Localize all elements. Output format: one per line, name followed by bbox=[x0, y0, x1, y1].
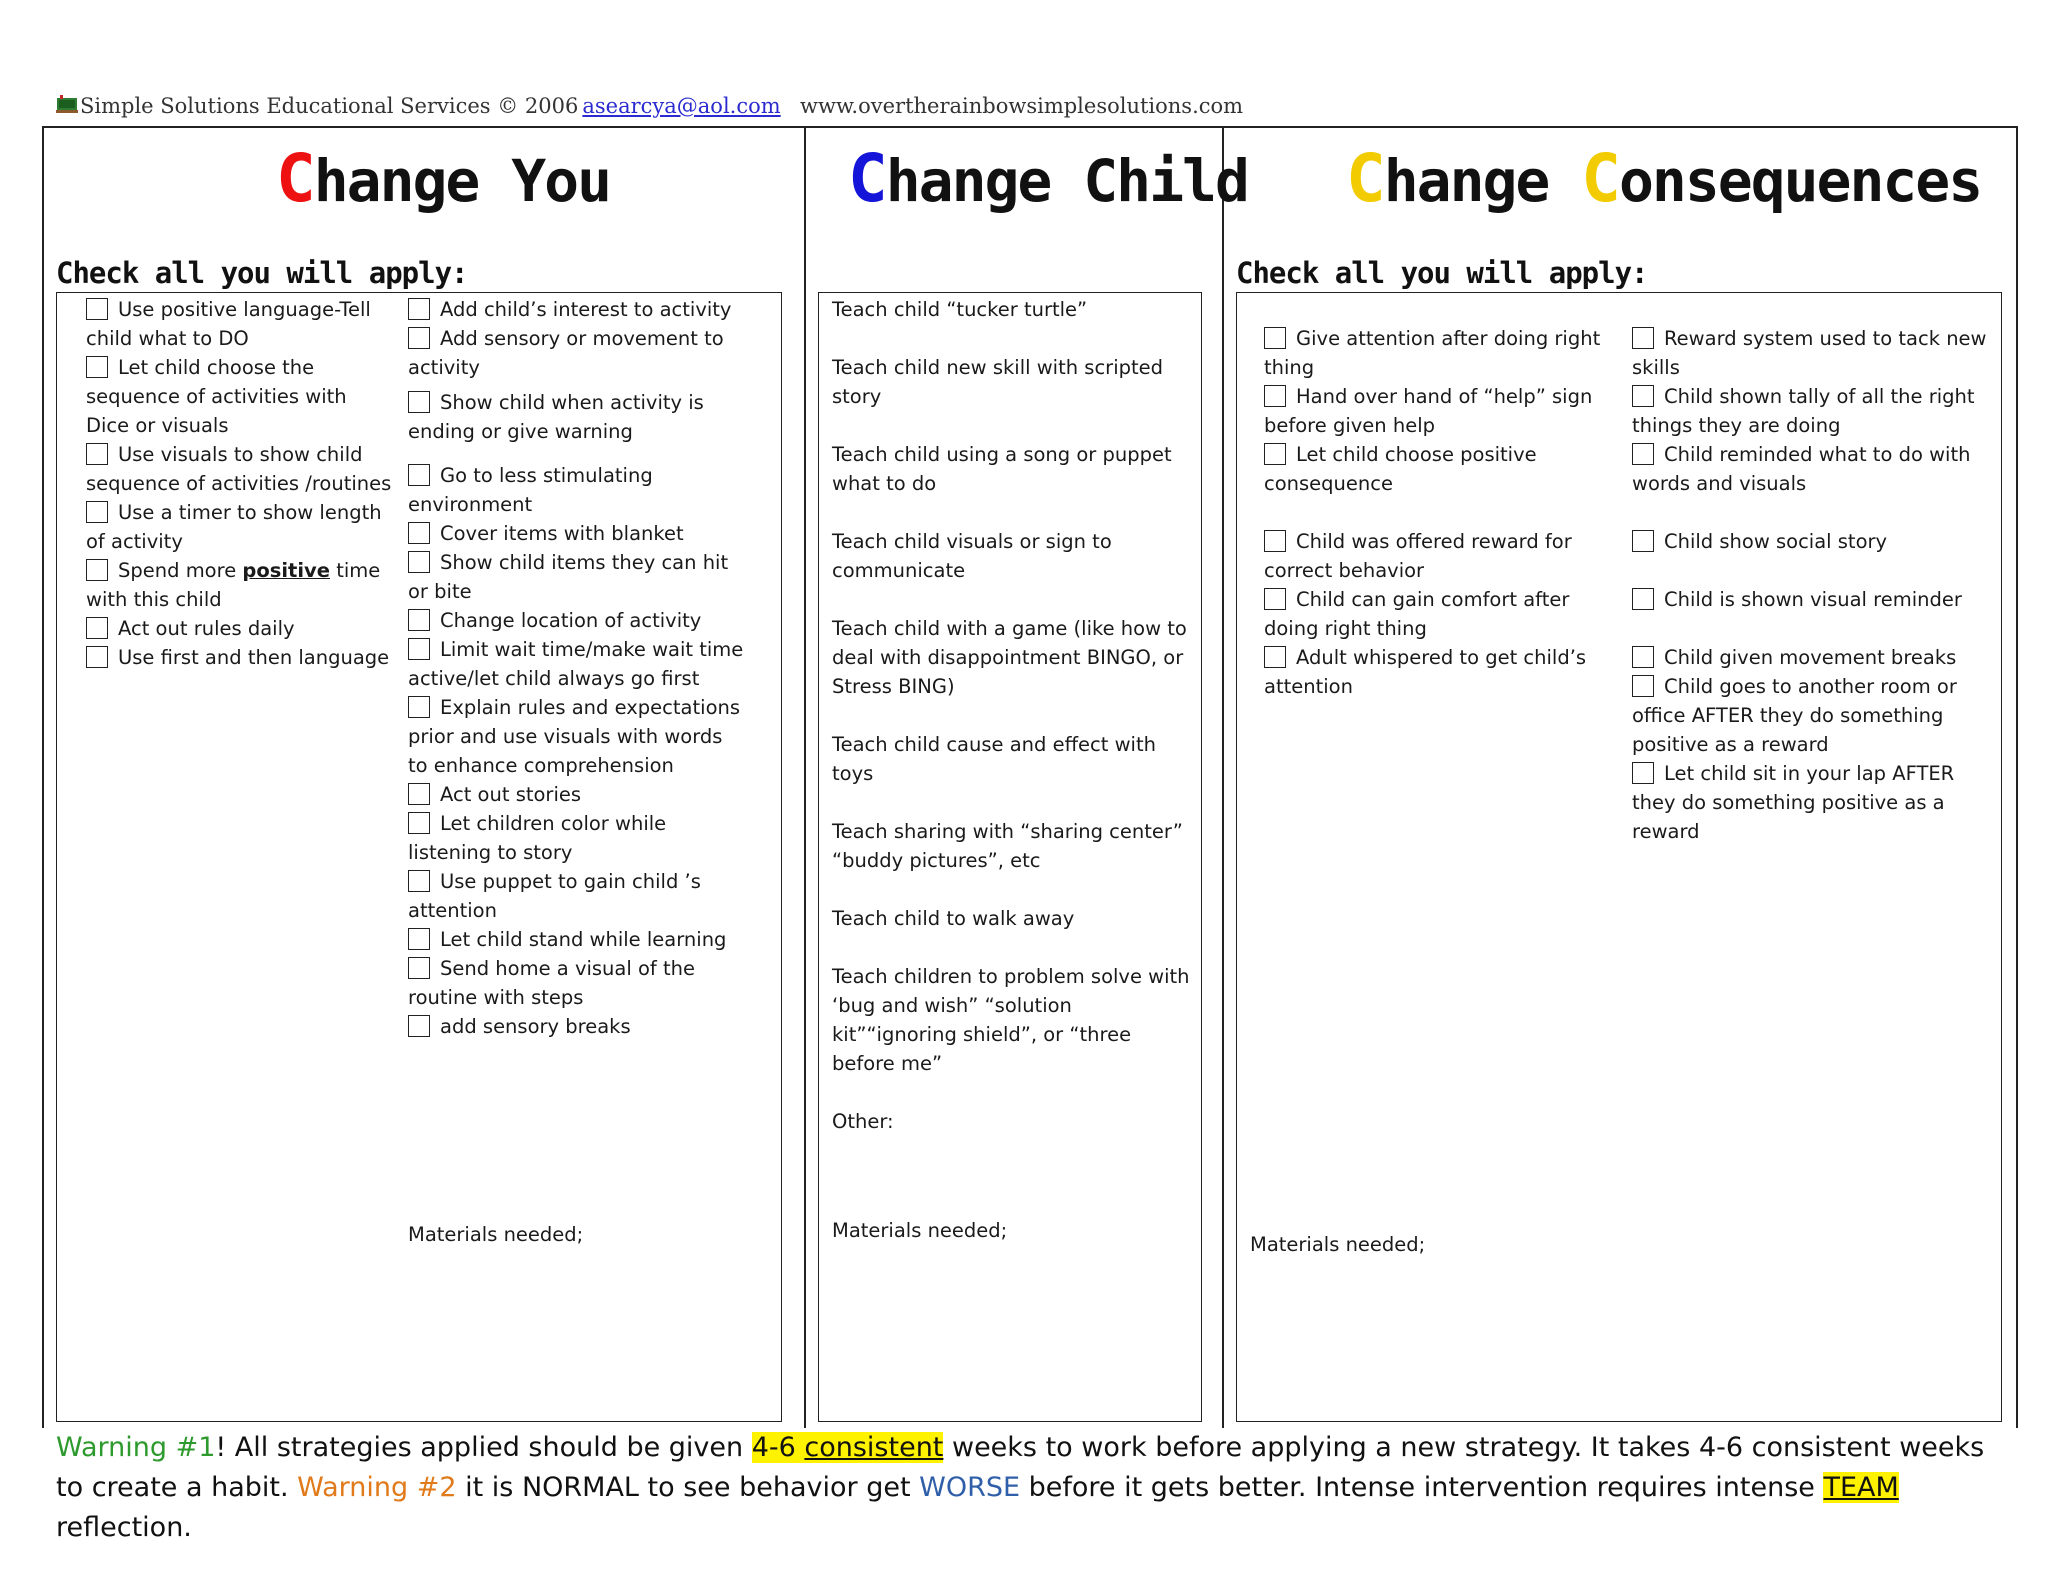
consequences-right-list bbox=[1632, 324, 1992, 846]
checklist-item: Show child items they can hit or bite bbox=[408, 551, 729, 603]
checklist-item: Child was offered reward for correct behavior bbox=[1264, 530, 1572, 582]
checklist-item: Explain rules and expectations prior and use visuals with words to enhance comprehension bbox=[408, 696, 741, 777]
checkbox[interactable] bbox=[408, 327, 430, 349]
checkbox[interactable] bbox=[86, 356, 108, 378]
copyright: © 2006 bbox=[497, 94, 579, 118]
school-logo-icon bbox=[56, 95, 78, 115]
checklist-item: Child show social story bbox=[1632, 527, 1992, 556]
warning-footer: Warning #1! All strategies applied should be given 4-6 consistent weeks to work before applying a new strategy. It takes 4-6 consistent weeks to create a habit. Warning #2 it is NORMAL to see behavior get WORSE before it gets better. Intense intervention requires intense TEAM reflection. bbox=[56, 1432, 1985, 1543]
title-change-consequences: Change Consequences bbox=[1346, 140, 1982, 217]
header bbox=[56, 94, 2016, 126]
checkbox[interactable] bbox=[1632, 588, 1654, 610]
consequences-left-list bbox=[1264, 324, 1604, 701]
worse-word: WORSE bbox=[919, 1472, 1021, 1503]
materials-needed-label: Materials needed; bbox=[408, 1223, 584, 1246]
teach-item: Teach child with a game (like how to deal with disappointment BINGO, or Stress BING) bbox=[832, 617, 1187, 698]
teach-item: Teach child to walk away bbox=[832, 907, 1075, 930]
checklist-item: Reward system used to tack new skills bbox=[1632, 327, 1987, 379]
checklist-item: Child shown tally of all the right things they are doing bbox=[1632, 385, 1975, 437]
checklist-item: Let child choose positive consequence bbox=[1264, 443, 1537, 495]
checkbox[interactable] bbox=[408, 957, 430, 979]
checklist-item: Adult whispered to get child’s attention bbox=[1264, 646, 1587, 698]
checklist-item: Act out stories bbox=[408, 780, 748, 809]
checklist-item: Go to less stimulating environment bbox=[408, 464, 653, 516]
teach-item: Teach children to problem solve with ‘bug and wish” “solution kit”“ignoring shield”, or “three before me” bbox=[832, 965, 1190, 1075]
title-change-you: Change You bbox=[276, 140, 611, 217]
email-link[interactable]: asearcya@aol.com bbox=[582, 94, 781, 118]
checkbox[interactable] bbox=[408, 298, 430, 320]
checklist-item: Change location of activity bbox=[408, 606, 748, 635]
teach-item: Teach child visuals or sign to communicate bbox=[832, 530, 1112, 582]
checklist-item: Use first and then language bbox=[86, 643, 392, 672]
checkbox[interactable] bbox=[1264, 385, 1286, 407]
check-all-heading: Check all you will apply: bbox=[1236, 256, 1648, 290]
materials-needed-label: Materials needed; bbox=[832, 1219, 1008, 1242]
highlight-4-6: 4-6 bbox=[751, 1432, 805, 1463]
checkbox[interactable] bbox=[1264, 588, 1286, 610]
checklist-item: Use a timer to show length of activity bbox=[86, 501, 382, 553]
checkbox[interactable] bbox=[408, 783, 430, 805]
checkbox[interactable] bbox=[1632, 646, 1654, 668]
checkbox[interactable] bbox=[408, 391, 430, 413]
checkbox[interactable] bbox=[408, 638, 430, 660]
checklist-item: Add sensory or movement to activity bbox=[408, 327, 724, 379]
checkbox[interactable] bbox=[86, 501, 108, 523]
checklist-item: Add child’s interest to activity bbox=[408, 295, 748, 324]
checklist-item: Child reminded what to do with words and visuals bbox=[1632, 443, 1971, 495]
checklist-item: Let child choose the sequence of activities with Dice or visuals bbox=[86, 356, 347, 437]
checkbox[interactable] bbox=[1264, 530, 1286, 552]
checklist-item: Cover items with blanket bbox=[408, 519, 748, 548]
change-you-right-list bbox=[408, 295, 748, 1041]
checklist-item: add sensory breaks bbox=[408, 1012, 748, 1041]
checklist-item: Let child sit in your lap AFTER they do something positive as a reward bbox=[1632, 762, 1955, 843]
check-all-heading: Check all you will apply: bbox=[56, 256, 468, 290]
checklist-item: Limit wait time/make wait time active/let child always go first bbox=[408, 638, 744, 690]
checklist-item: Use puppet to gain child ’s attention bbox=[408, 870, 701, 922]
teach-item: Teach sharing with “sharing center” “buddy pictures”, etc bbox=[832, 820, 1183, 872]
title-change-child: Change Child bbox=[848, 140, 1248, 217]
checkbox[interactable] bbox=[1632, 762, 1654, 784]
teach-item: Teach child using a song or puppet what to do bbox=[832, 443, 1172, 495]
website-url: www.overtherainbowsimplesolutions.com bbox=[800, 94, 1244, 118]
org-name: Simple Solutions Educational Services bbox=[80, 94, 491, 118]
checkbox[interactable] bbox=[86, 559, 108, 581]
checkbox[interactable] bbox=[1632, 530, 1654, 552]
checklist-item: Let child stand while learning bbox=[408, 925, 748, 954]
change-you-left-list bbox=[86, 295, 392, 672]
checkbox[interactable] bbox=[86, 298, 108, 320]
checkbox[interactable] bbox=[408, 870, 430, 892]
checkbox[interactable] bbox=[408, 464, 430, 486]
highlight-consistent: consistent bbox=[804, 1432, 944, 1463]
checkbox[interactable] bbox=[408, 1015, 430, 1037]
checkbox[interactable] bbox=[408, 522, 430, 544]
checkbox[interactable] bbox=[408, 609, 430, 631]
checkbox[interactable] bbox=[1264, 327, 1286, 349]
checkbox[interactable] bbox=[86, 443, 108, 465]
other-label: Other: bbox=[832, 1110, 894, 1133]
checkbox[interactable] bbox=[1632, 385, 1654, 407]
checkbox[interactable] bbox=[86, 646, 108, 668]
checklist-item: Child can gain comfort after doing right thing bbox=[1264, 588, 1570, 640]
checklist-item: Child is shown visual reminder bbox=[1632, 585, 1992, 614]
checkbox[interactable] bbox=[1264, 646, 1286, 668]
checklist-item: Use visuals to show child sequence of activities /routines bbox=[86, 443, 392, 495]
checkbox[interactable] bbox=[1632, 675, 1654, 697]
checkbox[interactable] bbox=[408, 551, 430, 573]
checkbox[interactable] bbox=[1632, 327, 1654, 349]
checkbox[interactable] bbox=[408, 812, 430, 834]
warning-2-label: Warning #2 bbox=[297, 1472, 457, 1503]
checklist-item: Act out rules daily bbox=[86, 614, 392, 643]
checklist-item: Child given movement breaks bbox=[1632, 643, 1992, 672]
teach-item: Teach child “tucker turtle” bbox=[832, 298, 1088, 321]
checkbox[interactable] bbox=[408, 696, 430, 718]
teach-item: Teach child new skill with scripted story bbox=[832, 356, 1164, 408]
checkbox[interactable] bbox=[1264, 443, 1286, 465]
change-child-list bbox=[832, 295, 1196, 1165]
checklist-item: Let children color while listening to story bbox=[408, 812, 667, 864]
checkbox[interactable] bbox=[1632, 443, 1654, 465]
warning-1-label: Warning #1 bbox=[56, 1432, 216, 1463]
checkbox[interactable] bbox=[86, 617, 108, 639]
checklist-item: Show child when activity is ending or give warning bbox=[408, 391, 704, 443]
materials-needed-label: Materials needed; bbox=[1250, 1233, 1426, 1256]
checklist-item: Send home a visual of the routine with steps bbox=[408, 957, 695, 1009]
checklist-item: Child goes to another room or office AFTER they do something positive as a reward bbox=[1632, 675, 1957, 756]
checkbox[interactable] bbox=[408, 928, 430, 950]
checklist-item: Spend more positive time with this child bbox=[86, 559, 381, 611]
checklist-item: Use positive language-Tell child what to DO bbox=[86, 298, 371, 350]
highlight-team: TEAM bbox=[1823, 1472, 1899, 1503]
teach-item: Teach child cause and effect with toys bbox=[832, 733, 1156, 785]
checklist-item: Give attention after doing right thing bbox=[1264, 327, 1601, 379]
checklist-item: Hand over hand of “help” sign before given help bbox=[1264, 385, 1593, 437]
